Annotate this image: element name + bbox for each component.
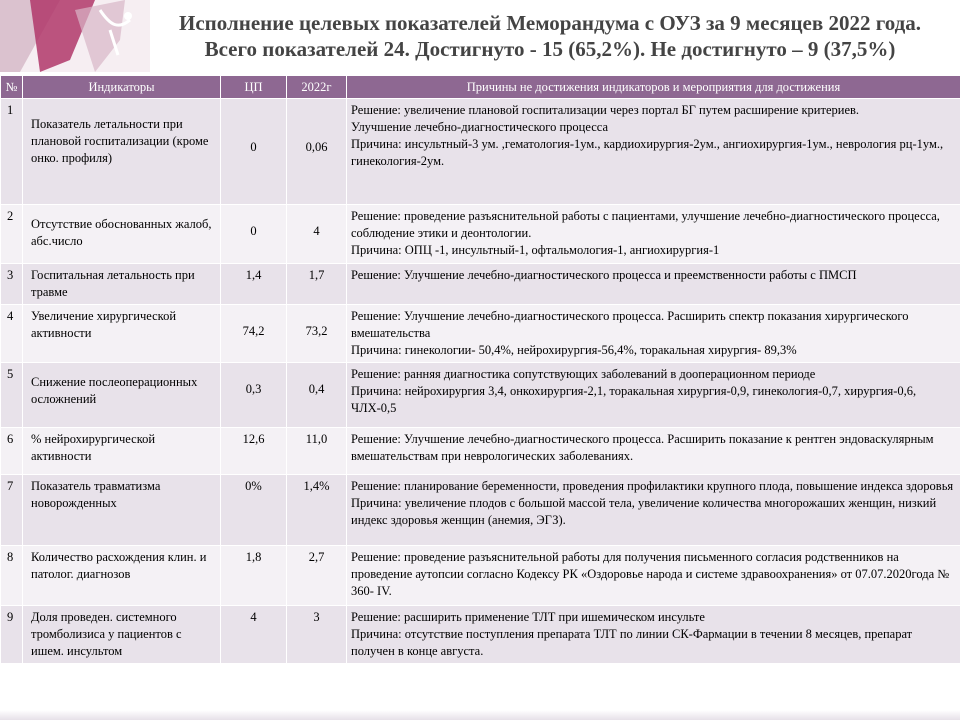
cp-value: 0,3 [221,363,287,428]
cp-value: 12,6 [221,428,287,475]
table-row [1,606,960,664]
col-header-indicator: Индикаторы [23,76,221,99]
col-header-reasons: Причины не достижения индикаторов и мероприятия для достижения [347,76,960,99]
title-line-1: Исполнение целевых показателей Меморандума с ОУЗ за 9 месяцев 2022 года. [179,11,921,35]
reasons-cell [347,546,960,606]
reason-line: Решение: проведение разъяснительной работы для получения письменного согласия родственников на проведение аутопсии согласно Кодексу РК «Оздоровье народа и системе здравоохранения» от 07.07.2020года № 360- IV. [351,550,950,598]
reasons-cell [347,264,960,305]
reason-line: Решение: планирование беременности, проведения профилактики крупного плода, повышение индекса здоровья [351,479,954,493]
year-value: 1,4% [287,475,347,546]
table-row [1,475,960,546]
col-header-num: № [1,76,23,99]
indicator-text: Снижение послеоперационных осложнений [31,375,198,406]
year-value: 3 [287,606,347,664]
row-number: 6 [1,428,23,475]
reasons-cell [347,428,960,475]
row-number: 2 [1,205,23,264]
indicator-text: Количество расхождения клин. и патолог. диагнозов [31,550,207,581]
year-value: 2,7 [287,546,347,606]
table-header-row [1,76,960,99]
indicator-cell [23,428,221,475]
year-value: 73,2 [287,305,347,363]
indicator-cell [23,606,221,664]
reason-line: Решение: Улучшение лечебно-диагностического процесса. Расширить спектр показания хирургического вмешательства [351,309,909,340]
title-line-2: Всего показателей 24. Достигнуто - 15 (65,2%). Не достигнуто – 9 (37,5%) [204,37,896,61]
table-row [1,305,960,363]
table-row [1,546,960,606]
col-header-cp: ЦП [221,76,287,99]
reason-line: Причина: отсутствие поступления препарата ТЛТ по линии СК-Фармации в течении 8 месяцев, препарат получен в конце августа. [351,627,913,658]
decorative-corner-graphic [0,0,150,72]
reasons-cell [347,363,960,428]
reasons-cell [347,606,960,664]
reason-line: Улучшение лечебно-диагностического процесса [351,120,608,134]
table-row [1,363,960,428]
cp-value: 1,4 [221,264,287,305]
reason-line: Причина: увеличение плодов с большой массой тела, увеличение количества многорожаших женщин, низкий индекс здоровья женщин (анемия, ЭГЗ). [351,496,937,527]
year-value: 11,0 [287,428,347,475]
indicator-text: Отсутствие обоснованных жалоб, абс.число [31,217,212,248]
indicator-cell [23,305,221,363]
reason-line: Решение: увеличение плановой госпитализации через портал БГ путем расширение критериев. [351,103,860,117]
cp-value: 0 [221,99,287,205]
indicator-cell [23,205,221,264]
reason-line: Причина: гинекологии- 50,4%, нейрохирургия-56,4%, торакальная хирургия- 89,3% [351,343,797,357]
reason-line: Причина: нейрохирургия 3,4, онкохирургия-2,1, торакальная хирургия-0,9, гинекология-0,7, хирургия-0,6, ЧЛХ-0,5 [351,384,917,415]
indicator-cell [23,363,221,428]
bottom-fade [0,710,960,720]
row-number: 7 [1,475,23,546]
indicator-text: % нейрохирургической активности [31,432,156,463]
row-number: 5 [1,363,23,428]
table-row [1,264,960,305]
indicator-text: Доля проведен. системного тромболизиса у пациентов с ишем. инсультом [31,610,182,658]
reasons-cell [347,305,960,363]
indicator-text: Показатель летальности при плановой госпитализации (кроме онко. профиля) [31,117,209,165]
table-row [1,99,960,205]
row-number: 4 [1,305,23,363]
cp-value: 0% [221,475,287,546]
reason-line: Решение: Улучшение лечебно-диагностического процесса. Расширить показание к рентген эндоваскулярным вмешательствам при неврологических заболеваниях. [351,432,934,463]
page-title [150,10,950,62]
indicator-text: Показатель травматизма новорожденных [31,479,161,510]
row-number: 9 [1,606,23,664]
indicator-cell [23,99,221,205]
reason-line: Решение: ранняя диагностика сопутствующих заболеваний в дооперационном периоде [351,367,816,381]
table-row [1,428,960,475]
reason-line: Причина: инсультный-3 ум. ,гематология-1ум., кардиохирургия-2ум., ангиохирургия-1ум., неврология рц-1ум., гинекология-2ум. [351,137,944,168]
cp-value: 4 [221,606,287,664]
row-number: 1 [1,99,23,205]
reason-line: Решение: проведение разъяснительной работы с пациентами, улучшение лечебно-диагностического процесса, соблюдение этики и деонтологии. [351,209,940,240]
reasons-cell [347,205,960,264]
table-row [1,205,960,264]
year-value: 1,7 [287,264,347,305]
year-value: 0,4 [287,363,347,428]
reason-line: Решение: Улучшение лечебно-диагностического процесса и преемственности работы с ПМСП [351,268,857,282]
indicator-text: Госпитальная летальность при травме [31,268,195,299]
year-value: 4 [287,205,347,264]
indicators-table [0,75,960,664]
cp-value: 1,8 [221,546,287,606]
cp-value: 74,2 [221,305,287,363]
indicator-cell [23,475,221,546]
reasons-cell [347,475,960,546]
col-header-year: 2022г [287,76,347,99]
row-number: 8 [1,546,23,606]
reason-line: Причина: ОПЦ -1, инсультный-1, офтальмология-1, ангиохирургия-1 [351,243,720,257]
indicator-cell [23,264,221,305]
reason-line: Решение: расширить применение ТЛТ при ишемическом инсульте [351,610,705,624]
reasons-cell [347,99,960,205]
indicator-text: Увеличение хирургической активности [31,309,177,340]
year-value: 0,06 [287,99,347,205]
indicator-cell [23,546,221,606]
cp-value: 0 [221,205,287,264]
row-number: 3 [1,264,23,305]
